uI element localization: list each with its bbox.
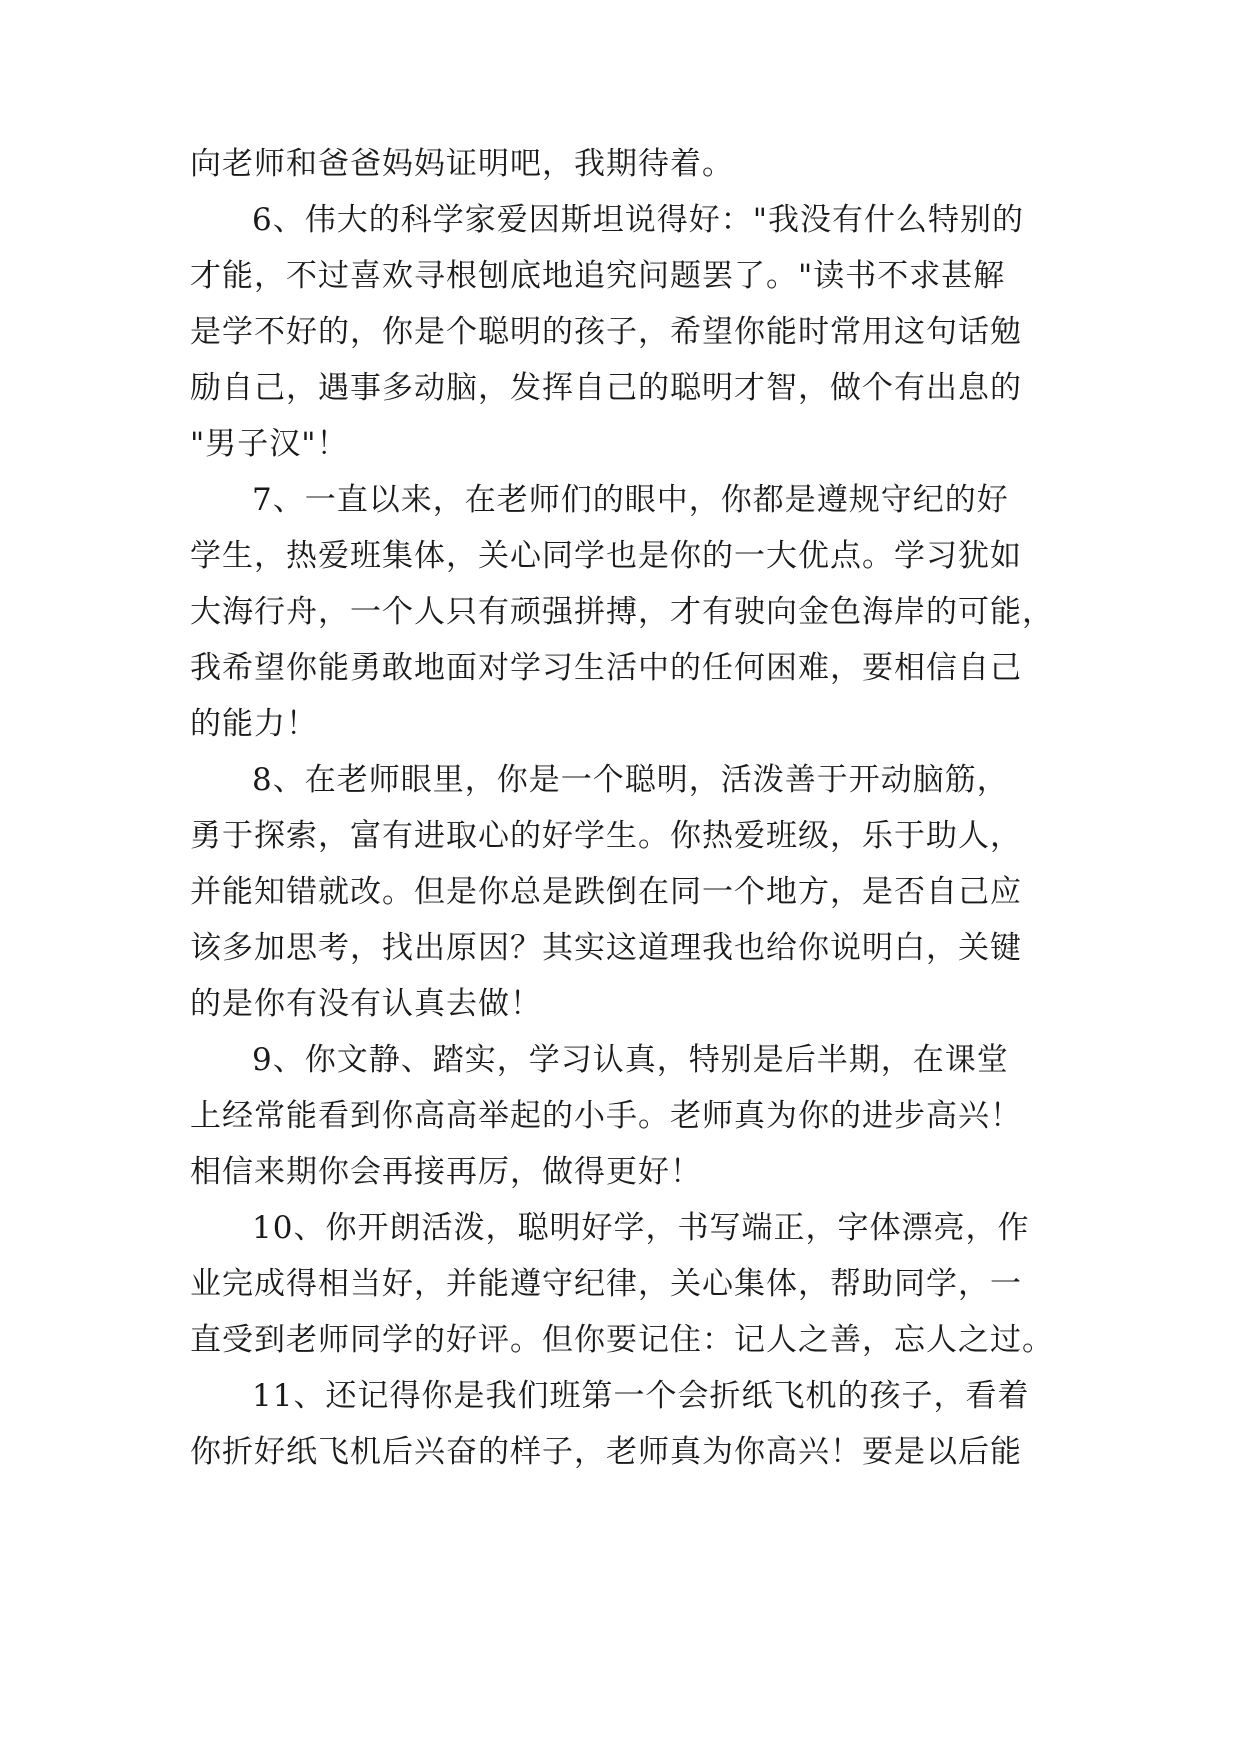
text-line: 相信来期你会再接再厉，做得更好！	[190, 1154, 702, 1190]
text-line: 的是你有没有认真去做！	[190, 986, 542, 1022]
paragraph-11-start: 11、还记得你是我们班第一个会折纸飞机的孩子，看着	[252, 1378, 1030, 1414]
paragraph-10-start: 10、你开朗活泼，聪明好学，书写端正，字体漂亮，作	[252, 1210, 1030, 1246]
paragraph-6-start: 6、伟大的科学家爱因斯坦说得好："我没有什么特别的	[252, 202, 1024, 238]
text-line: 向老师和爸爸妈妈证明吧，我期待着。	[190, 146, 734, 182]
text-line: 才能，不过喜欢寻根刨底地追究问题罢了。"读书不求甚解	[190, 258, 1006, 294]
paragraph-8-start: 8、在老师眼里，你是一个聪明，活泼善于开动脑筋，	[252, 762, 1009, 798]
paragraph-7-start: 7、一直以来，在老师们的眼中，你都是遵规守纪的好	[252, 482, 1009, 518]
text-line: 你折好纸飞机后兴奋的样子，老师真为你高兴！要是以后能	[190, 1434, 1022, 1470]
text-line: 勇于探索，富有进取心的好学生。你热爱班级，乐于助人，	[190, 818, 1022, 854]
text-line: 上经常能看到你高高举起的小手。老师真为你的进步高兴！	[190, 1098, 1022, 1134]
text-line: 我希望你能勇敢地面对学习生活中的任何困难，要相信自己	[190, 650, 1022, 686]
text-line: 学生，热爱班集体，关心同学也是你的一大优点。学习犹如	[190, 538, 1022, 574]
text-line: 直受到老师同学的好评。但你要记住：记人之善，忘人之过。	[190, 1322, 1054, 1358]
text-line: 业完成得相当好，并能遵守纪律，关心集体，帮助同学，一	[190, 1266, 1022, 1302]
text-line: 的能力！	[190, 706, 318, 742]
text-line: 是学不好的，你是个聪明的孩子，希望你能时常用这句话勉	[190, 314, 1022, 350]
text-line: 并能知错就改。但是你总是跌倒在同一个地方，是否自己应	[190, 874, 1022, 910]
text-line: "男子汉"！	[190, 426, 349, 462]
paragraph-9-start: 9、你文静、踏实，学习认真，特别是后半期，在课堂	[252, 1042, 1009, 1078]
text-line: 励自己，遇事多动脑，发挥自己的聪明才智，做个有出息的	[190, 370, 1022, 406]
text-line: 该多加思考，找出原因？其实这道理我也给你说明白，关键	[190, 930, 1022, 966]
text-line: 大海行舟，一个人只有顽强拼搏，才有驶向金色海岸的可能，	[190, 594, 1054, 630]
